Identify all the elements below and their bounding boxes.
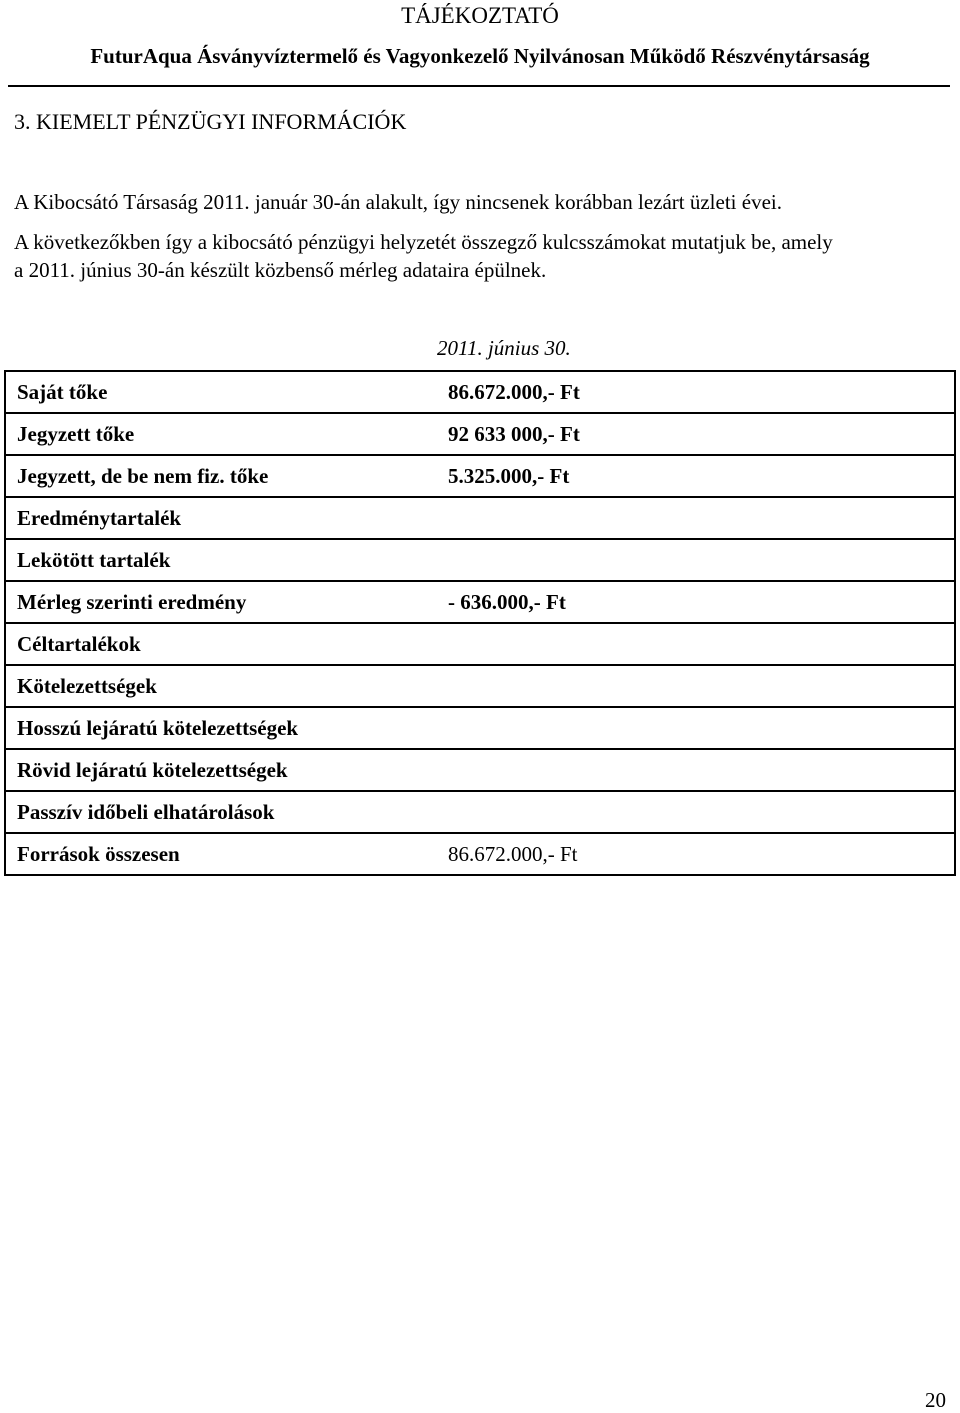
row-value: 86.672.000,- Ft: [432, 371, 955, 413]
row-value: [432, 497, 955, 539]
company-name: FuturAqua Ásványvíztermelő és Vagyonkezelő Nyilvánosan Működő Részvénytársaság: [90, 44, 870, 68]
row-value: [432, 539, 955, 581]
row-label: Lekötött tartalék: [5, 539, 432, 581]
row-value: 92 633 000,- Ft: [432, 413, 955, 455]
table-row: [5, 833, 955, 875]
row-value: [432, 791, 955, 833]
table-row: [5, 581, 955, 623]
row-value: [432, 665, 955, 707]
row-label: Hosszú lejáratú kötelezettségek: [5, 707, 432, 749]
section-heading: 3. KIEMELT PÉNZÜGYI INFORMÁCIÓK: [14, 109, 407, 134]
row-value: 86.672.000,- Ft: [432, 833, 955, 875]
table-row: [5, 497, 955, 539]
row-value: - 636.000,- Ft: [432, 581, 955, 623]
header-divider: [8, 85, 950, 87]
description-paragraph-line-2: a 2011. június 30-án készült közbenső mérleg adataira épülnek.: [14, 258, 547, 282]
row-label: Kötelezettségek: [5, 665, 432, 707]
row-label: Források összesen: [5, 833, 432, 875]
table-row: [5, 455, 955, 497]
page-number: 20: [925, 1388, 946, 1412]
row-value: [432, 707, 955, 749]
table-row: [5, 539, 955, 581]
row-label: Eredménytartalék: [5, 497, 432, 539]
document-title: TÁJÉKOZTATÓ: [401, 3, 559, 28]
table-row: [5, 371, 955, 413]
row-label: Saját tőke: [5, 371, 432, 413]
table-row: [5, 791, 955, 833]
description-paragraph-line-1: A következőkben így a kibocsátó pénzügyi helyzetét összegző kulcsszámokat mutatjuk be, amely: [14, 230, 833, 254]
table-row: [5, 665, 955, 707]
table-date-header: 2011. június 30.: [437, 336, 571, 360]
row-value: 5.325.000,- Ft: [432, 455, 955, 497]
row-label: Rövid lejáratú kötelezettségek: [5, 749, 432, 791]
row-label: Jegyzett tőke: [5, 413, 432, 455]
row-label: Céltartalékok: [5, 623, 432, 665]
table-row: [5, 413, 955, 455]
table-row: [5, 623, 955, 665]
table-row: [5, 707, 955, 749]
row-label: Passzív időbeli elhatárolások: [5, 791, 432, 833]
row-value: [432, 623, 955, 665]
balance-sheet-table: [4, 370, 956, 876]
row-label: Jegyzett, de be nem fiz. tőke: [5, 455, 432, 497]
row-value: [432, 749, 955, 791]
intro-paragraph: A Kibocsátó Társaság 2011. január 30-án alakult, így nincsenek korábban lezárt üzleti évei.: [14, 190, 782, 214]
row-label: Mérleg szerinti eredmény: [5, 581, 432, 623]
table-row: [5, 749, 955, 791]
